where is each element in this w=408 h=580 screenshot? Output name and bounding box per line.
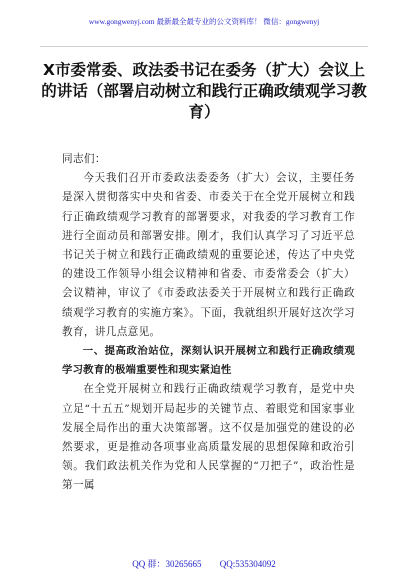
body-paragraph: 在全党开展树立和践行正确政绩观学习教育，是党中央立足“十五五”规划开局起步的关键节点、着眼党和国家事业发展全局作出的重大决策部署。这不仅是加强党的建设的必然要求，更是推动各项事业高质量发展的思想保障和政治引领。我们政法机关作为党和人民掌握的“刀把子”，政治性是第一属 (62, 383, 355, 492)
section-heading: 一、提高政治站位，深刻认识开展树立和践行正确政绩观学习教育的极端重要性和现实紧迫性 (62, 345, 355, 377)
footer-qq: QQ:535304092 (219, 559, 276, 569)
document-title: X市委常委、政法委书记在委务（扩大）会议上的讲话（部署启动树立和践行正确政绩观学习教育） (41, 61, 367, 121)
document-body (62, 150, 355, 496)
page-header (0, 0, 408, 44)
greeting: 同志们： (62, 153, 106, 165)
header-divider (40, 46, 368, 47)
body-paragraph: 今天我们召开市委政法委委务（扩大）会议，主要任务是深入贯彻落实中央和省委、市委关于在全党开展树立和践行正确政绩观学习教育的部署要求，对我委的学习教育工作进行全面动员和部署安排。刚才，我们认真学习了习近平总书记关于树立和践行正确政绩观的重要论述，传达了中央党的建设工作领导小组会议精神和省委、市委常委会（扩大）会议精神，审议了《市委政法委关于开展树立和践行正确政绩观学习教育的实施方案》。下面，我就组织开展好这次学习教育，讲几点意见。 (62, 172, 355, 338)
page-footer (0, 556, 408, 580)
footer-qq-group: QQ 群：30265665 (132, 559, 202, 569)
header-text: www.gongwenyj.com 最新最全最专业的公文资料库！ 微信：gongwenyj (88, 17, 320, 26)
